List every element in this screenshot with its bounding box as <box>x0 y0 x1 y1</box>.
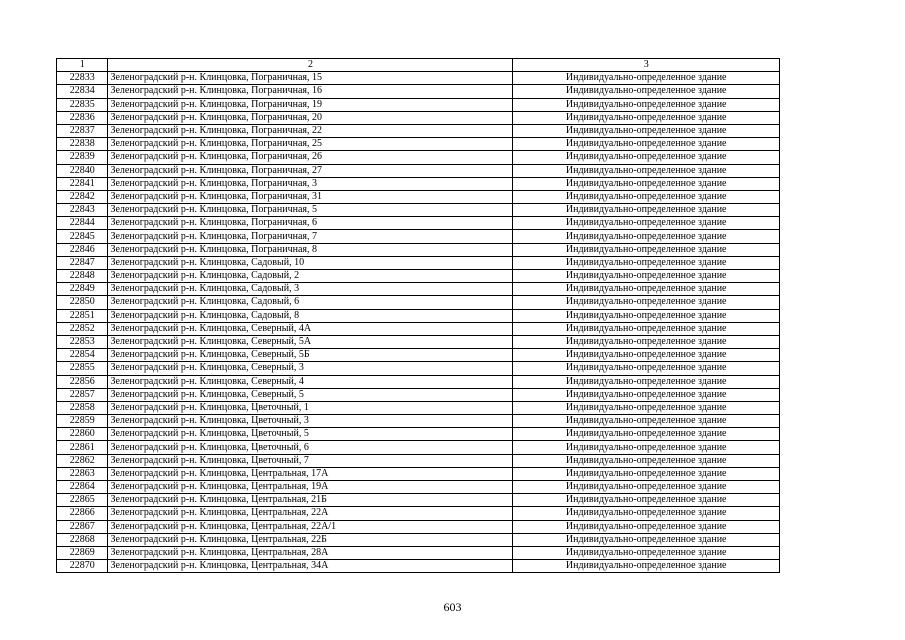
table-row <box>57 560 780 573</box>
table-row <box>57 111 780 124</box>
row-number-cell: 22853 <box>57 335 108 348</box>
table-row <box>57 243 780 256</box>
object-type-cell: Индивидуально-определенное здание <box>513 322 780 335</box>
address-cell: Зеленоградский р-н. Клинцовка, Садовый, 6 <box>108 296 513 309</box>
address-cell: Зеленоградский р-н. Клинцовка, Пограничная, 15 <box>108 72 513 85</box>
object-type-cell: Индивидуально-определенное здание <box>513 230 780 243</box>
address-cell: Зеленоградский р-н. Клинцовка, Центральная, 21Б <box>108 494 513 507</box>
address-cell: Зеленоградский р-н. Клинцовка, Цветочный, 6 <box>108 441 513 454</box>
table-row <box>57 190 780 203</box>
row-number-cell: 22834 <box>57 85 108 98</box>
object-type-cell: Индивидуально-определенное здание <box>513 151 780 164</box>
row-number-cell: 22870 <box>57 560 108 573</box>
object-type-cell: Индивидуально-определенное здание <box>513 111 780 124</box>
address-cell: Зеленоградский р-н. Клинцовка, Пограничная, 27 <box>108 164 513 177</box>
row-number-cell: 22865 <box>57 494 108 507</box>
row-number-cell: 22862 <box>57 454 108 467</box>
table-row <box>57 428 780 441</box>
object-type-cell: Индивидуально-определенное здание <box>513 428 780 441</box>
row-number-cell: 22869 <box>57 546 108 559</box>
row-number-cell: 22843 <box>57 204 108 217</box>
address-cell: Зеленоградский р-н. Клинцовка, Садовый, 2 <box>108 270 513 283</box>
address-cell: Зеленоградский р-н. Клинцовка, Цветочный, 7 <box>108 454 513 467</box>
row-number-cell: 22839 <box>57 151 108 164</box>
table-row <box>57 124 780 137</box>
object-type-cell: Индивидуально-определенное здание <box>513 362 780 375</box>
row-number-cell: 22858 <box>57 401 108 414</box>
address-cell: Зеленоградский р-н. Клинцовка, Пограничная, 5 <box>108 204 513 217</box>
address-cell: Зеленоградский р-н. Клинцовка, Цветочный, 5 <box>108 428 513 441</box>
object-type-cell: Индивидуально-определенное здание <box>513 546 780 559</box>
object-type-cell: Индивидуально-определенное здание <box>513 243 780 256</box>
row-number-cell: 22854 <box>57 349 108 362</box>
address-cell: Зеленоградский р-н. Клинцовка, Северный, 5 <box>108 388 513 401</box>
row-number-cell: 22866 <box>57 507 108 520</box>
object-type-cell: Индивидуально-определенное здание <box>513 217 780 230</box>
object-type-cell: Индивидуально-определенное здание <box>513 467 780 480</box>
object-type-cell: Индивидуально-определенное здание <box>513 270 780 283</box>
address-cell: Зеленоградский р-н. Клинцовка, Северный, 4А <box>108 322 513 335</box>
address-cell: Зеленоградский р-н. Клинцовка, Центральная, 22А <box>108 507 513 520</box>
object-type-cell: Индивидуально-определенное здание <box>513 309 780 322</box>
row-number-cell: 22855 <box>57 362 108 375</box>
table-row <box>57 138 780 151</box>
table-row <box>57 520 780 533</box>
table-row <box>57 467 780 480</box>
table-row <box>57 441 780 454</box>
row-number-cell: 22844 <box>57 217 108 230</box>
object-type-cell: Индивидуально-определенное здание <box>513 494 780 507</box>
object-type-cell: Индивидуально-определенное здание <box>513 164 780 177</box>
address-cell: Зеленоградский р-н. Клинцовка, Северный, 4 <box>108 375 513 388</box>
row-number-cell: 22864 <box>57 481 108 494</box>
table-row <box>57 362 780 375</box>
table-row <box>57 415 780 428</box>
table-row <box>57 98 780 111</box>
row-number-cell: 22845 <box>57 230 108 243</box>
address-cell: Зеленоградский р-н. Клинцовка, Пограничная, 31 <box>108 190 513 203</box>
table-row <box>57 454 780 467</box>
address-cell: Зеленоградский р-н. Клинцовка, Пограничная, 26 <box>108 151 513 164</box>
row-number-cell: 22856 <box>57 375 108 388</box>
object-type-cell: Индивидуально-определенное здание <box>513 560 780 573</box>
table-row <box>57 388 780 401</box>
address-cell: Зеленоградский р-н. Клинцовка, Пограничная, 25 <box>108 138 513 151</box>
row-number-cell: 22837 <box>57 124 108 137</box>
object-type-cell: Индивидуально-определенное здание <box>513 283 780 296</box>
row-number-cell: 22842 <box>57 190 108 203</box>
object-type-cell: Индивидуально-определенное здание <box>513 401 780 414</box>
table-row <box>57 256 780 269</box>
address-cell: Зеленоградский р-н. Клинцовка, Северный, 5Б <box>108 349 513 362</box>
table-row <box>57 230 780 243</box>
object-type-cell: Индивидуально-определенное здание <box>513 138 780 151</box>
object-type-cell: Индивидуально-определенное здание <box>513 190 780 203</box>
object-type-cell: Индивидуально-определенное здание <box>513 256 780 269</box>
row-number-cell: 22867 <box>57 520 108 533</box>
address-cell: Зеленоградский р-н. Клинцовка, Центральная, 22Б <box>108 533 513 546</box>
row-number-cell: 22857 <box>57 388 108 401</box>
object-type-cell: Индивидуально-определенное здание <box>513 85 780 98</box>
row-number-cell: 22841 <box>57 177 108 190</box>
table-row <box>57 375 780 388</box>
object-type-cell: Индивидуально-определенное здание <box>513 335 780 348</box>
object-type-cell: Индивидуально-определенное здание <box>513 349 780 362</box>
object-type-cell: Индивидуально-определенное здание <box>513 481 780 494</box>
table-row <box>57 217 780 230</box>
address-cell: Зеленоградский р-н. Клинцовка, Пограничная, 22 <box>108 124 513 137</box>
table-row <box>57 507 780 520</box>
address-cell: Зеленоградский р-н. Клинцовка, Пограничная, 6 <box>108 217 513 230</box>
row-number-cell: 22833 <box>57 72 108 85</box>
row-number-cell: 22868 <box>57 533 108 546</box>
object-type-cell: Индивидуально-определенное здание <box>513 520 780 533</box>
object-type-cell: Индивидуально-определенное здание <box>513 454 780 467</box>
table-row <box>57 296 780 309</box>
address-cell: Зеленоградский р-н. Клинцовка, Центральная, 22А/1 <box>108 520 513 533</box>
table-row <box>57 204 780 217</box>
table-row <box>57 270 780 283</box>
object-type-cell: Индивидуально-определенное здание <box>513 204 780 217</box>
address-cell: Зеленоградский р-н. Клинцовка, Северный, 3 <box>108 362 513 375</box>
table-row <box>57 401 780 414</box>
address-cell: Зеленоградский р-н. Клинцовка, Цветочный, 1 <box>108 401 513 414</box>
header-cell-address: 2 <box>108 59 513 72</box>
row-number-cell: 22852 <box>57 322 108 335</box>
row-number-cell: 22859 <box>57 415 108 428</box>
table-row <box>57 335 780 348</box>
table-row <box>57 283 780 296</box>
address-cell: Зеленоградский р-н. Клинцовка, Пограничная, 7 <box>108 230 513 243</box>
address-cell: Зеленоградский р-н. Клинцовка, Пограничная, 3 <box>108 177 513 190</box>
object-type-cell: Индивидуально-определенное здание <box>513 98 780 111</box>
table-row <box>57 85 780 98</box>
row-number-cell: 22838 <box>57 138 108 151</box>
row-number-cell: 22836 <box>57 111 108 124</box>
address-cell: Зеленоградский р-н. Клинцовка, Пограничная, 8 <box>108 243 513 256</box>
table-row <box>57 151 780 164</box>
table-row <box>57 72 780 85</box>
table-row <box>57 494 780 507</box>
object-type-cell: Индивидуально-определенное здание <box>513 441 780 454</box>
row-number-cell: 22846 <box>57 243 108 256</box>
table-body <box>57 72 780 573</box>
object-type-cell: Индивидуально-определенное здание <box>513 375 780 388</box>
address-cell: Зеленоградский р-н. Клинцовка, Пограничная, 20 <box>108 111 513 124</box>
object-type-cell: Индивидуально-определенное здание <box>513 415 780 428</box>
object-type-cell: Индивидуально-определенное здание <box>513 507 780 520</box>
object-type-cell: Индивидуально-определенное здание <box>513 177 780 190</box>
address-cell: Зеленоградский р-н. Клинцовка, Цветочный, 3 <box>108 415 513 428</box>
address-cell: Зеленоградский р-н. Клинцовка, Пограничная, 19 <box>108 98 513 111</box>
address-cell: Зеленоградский р-н. Клинцовка, Северный, 5А <box>108 335 513 348</box>
table-row <box>57 349 780 362</box>
table-row <box>57 309 780 322</box>
row-number-cell: 22840 <box>57 164 108 177</box>
table-row <box>57 164 780 177</box>
row-number-cell: 22847 <box>57 256 108 269</box>
table-row <box>57 177 780 190</box>
header-row <box>57 59 780 72</box>
table-row <box>57 481 780 494</box>
registry-table <box>56 58 780 573</box>
address-cell: Зеленоградский р-н. Клинцовка, Садовый, 8 <box>108 309 513 322</box>
row-number-cell: 22835 <box>57 98 108 111</box>
address-cell: Зеленоградский р-н. Клинцовка, Садовый, 10 <box>108 256 513 269</box>
object-type-cell: Индивидуально-определенное здание <box>513 296 780 309</box>
object-type-cell: Индивидуально-определенное здание <box>513 388 780 401</box>
address-cell: Зеленоградский р-н. Клинцовка, Центральная, 28А <box>108 546 513 559</box>
address-cell: Зеленоградский р-н. Клинцовка, Центральная, 17А <box>108 467 513 480</box>
header-cell-number: 1 <box>57 59 108 72</box>
row-number-cell: 22863 <box>57 467 108 480</box>
object-type-cell: Индивидуально-определенное здание <box>513 72 780 85</box>
row-number-cell: 22861 <box>57 441 108 454</box>
object-type-cell: Индивидуально-определенное здание <box>513 124 780 137</box>
row-number-cell: 22851 <box>57 309 108 322</box>
header-cell-type: 3 <box>513 59 780 72</box>
address-cell: Зеленоградский р-н. Клинцовка, Садовый, 3 <box>108 283 513 296</box>
object-type-cell: Индивидуально-определенное здание <box>513 533 780 546</box>
address-cell: Зеленоградский р-н. Клинцовка, Центральная, 34А <box>108 560 513 573</box>
table-row <box>57 322 780 335</box>
row-number-cell: 22849 <box>57 283 108 296</box>
page-number: 603 <box>443 600 462 614</box>
row-number-cell: 22848 <box>57 270 108 283</box>
table-row <box>57 533 780 546</box>
row-number-cell: 22860 <box>57 428 108 441</box>
address-cell: Зеленоградский р-н. Клинцовка, Пограничная, 16 <box>108 85 513 98</box>
address-cell: Зеленоградский р-н. Клинцовка, Центральная, 19А <box>108 481 513 494</box>
row-number-cell: 22850 <box>57 296 108 309</box>
table-row <box>57 546 780 559</box>
